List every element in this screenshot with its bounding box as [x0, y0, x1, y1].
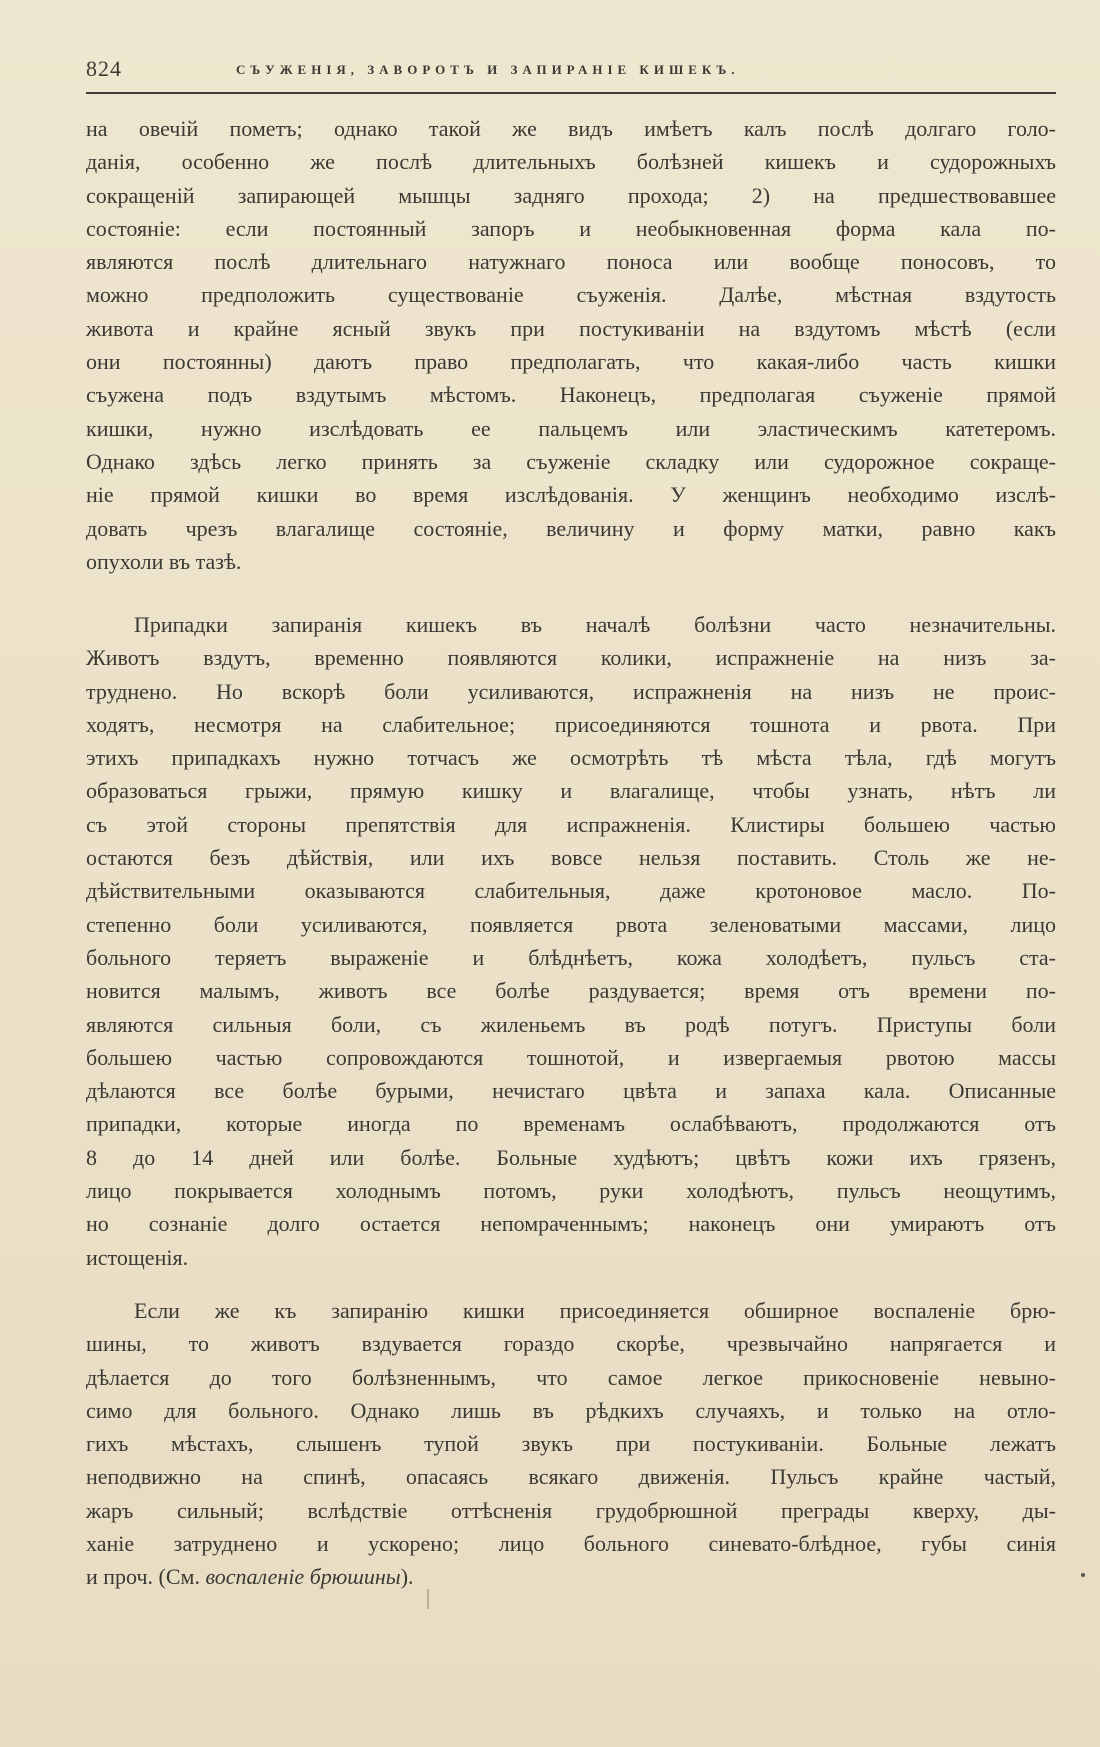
text-line: можно предположить существованіе съуженія. Далѣе, мѣстная вздутость: [86, 282, 1056, 308]
text-line: гихъ мѣстахъ, слышенъ тупой звукъ при постукиваніи. Больные лежатъ: [86, 1431, 1056, 1457]
text-line: Припадки запиранія кишекъ въ началѣ болѣзни часто незначительны.: [134, 612, 1056, 637]
text-line: новится малымъ, животъ все болѣе раздувается; время отъ времени по-: [86, 978, 1056, 1004]
text-line: ханіе затруднено и ускорено; лицо больного синевато-блѣдное, губы синія: [86, 1531, 1056, 1557]
text-line: состояніе: если постоянный запоръ и необыкновенная форма кала по-: [86, 215, 1056, 241]
text-line: истощенія.: [86, 1244, 189, 1270]
page-number: 824: [86, 56, 122, 81]
text-line: Если же къ запиранію кишки присоединяется обширное воспаленіе брю-: [134, 1298, 1056, 1323]
text-line: являются послѣ длительнаго натужнаго поноса или вообще поносовъ, то: [86, 249, 1056, 275]
text-line: живота и крайне ясный звукъ при постукиваніи на вздутомъ мѣстѣ (если: [86, 315, 1056, 341]
text-line: большею частью сопровождаются тошнотой, и извергаемыя рвотою массы: [86, 1044, 1056, 1070]
text-line: ніе прямой кишки во время изслѣдованія. У женщинъ необходимо изслѣ-: [86, 482, 1056, 508]
paragraph-3: [86, 1294, 1056, 1594]
text-line: дѣлаются все болѣе бурыми, нечистаго цвѣта и запаха кала. Описанные: [86, 1078, 1056, 1104]
text-line: опухоли въ тазѣ.: [86, 548, 242, 574]
text-line: труднено. Но вскорѣ боли усиливаются, испражненія на низъ не проис-: [86, 678, 1056, 704]
text-line: этихъ припадкахъ нужно тотчасъ же осмотрѣть тѣ мѣста тѣла, гдѣ могутъ: [86, 745, 1056, 771]
print-mark: [427, 1589, 429, 1609]
text-line: ходятъ, несмотря на слабительное; присоединяются тошнота и рвота. При: [86, 711, 1056, 737]
body-text: [86, 112, 1056, 1590]
text-line: но сознаніе долго остается непомраченнымъ; наконецъ они умираютъ отъ: [86, 1211, 1056, 1237]
header-rule: [86, 92, 1056, 94]
cross-reference: воспаленіе брюшины: [205, 1564, 401, 1590]
text-line: съужена подъ вздутымъ мѣстомъ. Наконецъ, предполагая съуженіе прямой: [86, 382, 1056, 408]
text-line: симо для больного. Однако лишь въ рѣдкихъ случаяхъ, и только на отло-: [86, 1397, 1056, 1423]
text-line: Животъ вздутъ, временно появляются колики, испражненіе на низъ за-: [86, 645, 1056, 671]
text-line: на овечій пометъ; однако такой же видъ имѣетъ калъ послѣ долгаго голо-: [86, 116, 1056, 141]
paragraph-2: [86, 608, 1056, 1274]
print-speck: [1081, 1573, 1085, 1577]
text-line: остаются безъ дѣйствія, или ихъ вовсе нельзя поставить. Столь же не-: [86, 845, 1056, 871]
final-line-suffix: ).: [400, 1564, 414, 1590]
text-line: являются сильныя боли, съ жиленьемъ въ родѣ потугъ. Приступы боли: [86, 1011, 1056, 1037]
text-line: съ этой стороны препятствія для испражненія. Клистиры большею частью: [86, 811, 1056, 837]
text-line: сокращеній запирающей мышцы задняго прохода; 2) на предшествовавшее: [86, 182, 1056, 208]
text-line: лицо покрывается холоднымъ потомъ, руки холодѣютъ, пульсъ неощутимъ,: [86, 1178, 1056, 1204]
text-line: дѣйствительными оказываются слабительныя, даже кротоновое масло. По-: [86, 878, 1056, 904]
text-line: Однако здѣсь легко принять за съуженіе складку или судорожное сокраще-: [86, 448, 1056, 474]
text-line: степенно боли усиливаются, появляется рвота зеленоватыми массами, лицо: [86, 911, 1056, 937]
text-line: дѣлается до того болѣзненнымъ, что самое легкое прикосновеніе невыно-: [86, 1364, 1056, 1390]
text-line: жаръ сильный; вслѣдствіе оттѣсненія грудобрюшной преграды кверху, ды-: [86, 1497, 1056, 1523]
paragraph-1: [86, 112, 1056, 582]
text-line: шины, то животъ вздувается гораздо скорѣе, чрезвычайно напрягается и: [86, 1331, 1056, 1357]
text-line: неподвижно на спинѣ, опасаясь всякаго движенія. Пульсъ крайне частый,: [86, 1464, 1056, 1490]
text-line: довать чрезъ влагалище состояніе, величину и форму матки, равно какъ: [86, 515, 1056, 541]
text-line: больного теряетъ выраженіе и блѣднѣетъ, кожа холодѣетъ, пульсъ ста-: [86, 944, 1056, 970]
text-line: данія, особенно же послѣ длительныхъ болѣзней кишекъ и судорожныхъ: [86, 149, 1056, 175]
text-line: они постоянны) даютъ право предполагать, что какая-либо часть кишки: [86, 349, 1056, 375]
text-line: 8 до 14 дней или болѣе. Больные худѣютъ; цвѣтъ кожи ихъ грязенъ,: [86, 1144, 1056, 1170]
text-line: припадки, которые иногда по временамъ ослабѣваютъ, продолжаются отъ: [86, 1111, 1056, 1137]
page-header: [86, 56, 1054, 88]
final-line: [86, 1560, 1056, 1593]
text-line: кишки, нужно изслѣдовать ее пальцемъ или эластическимъ катетеромъ.: [86, 415, 1056, 441]
final-line-prefix: и проч. (См.: [86, 1564, 206, 1590]
running-title: СЪУЖЕНІЯ, ЗАВОРОТЪ И ЗАПИРАНІЕ КИШЕКЪ.: [236, 62, 740, 77]
text-line: образоваться грыжи, прямую кишку и влагалище, чтобы узнать, нѣтъ ли: [86, 778, 1056, 804]
